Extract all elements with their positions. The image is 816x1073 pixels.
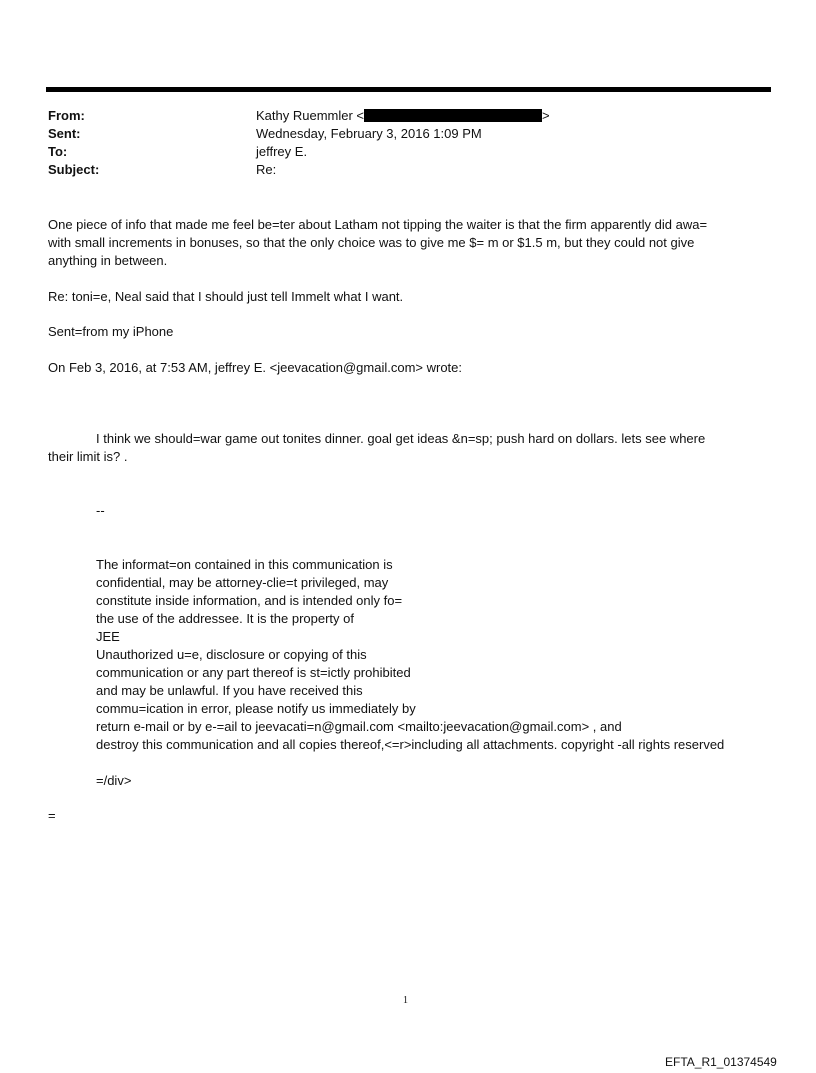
from-name: Kathy Ruemmler < — [256, 108, 365, 123]
body-line: One piece of info that made me feel be=ter about Latham not tipping the waiter is that the firm apparently did awa= — [48, 217, 708, 232]
disclaimer-line: constitute inside information, and is intended only fo= — [96, 593, 403, 608]
disclaimer-line: commu=ication in error, please notify us immediately by — [96, 701, 416, 716]
disclaimer-line: destroy this communication and all copies thereof,<=r>including all attachments. copyright -all rights reserved — [96, 737, 725, 752]
page-number: 1 — [403, 995, 408, 1006]
disclaimer-line: return e-mail or by e-=ail to jeevacati=n@gmail.com <mailto:jeevacation@gmail.com> , and — [96, 719, 622, 734]
from-value — [256, 107, 550, 125]
disclaimer-line: JEE — [96, 629, 120, 644]
disclaimer-line: communication or any part thereof is st=ictly prohibited — [96, 665, 411, 680]
sent-label: Sent: — [48, 126, 81, 141]
trailing-equals: = — [48, 808, 56, 823]
disclaimer-line: the use of the addressee. It is the property of — [96, 611, 354, 626]
disclaimer-line: and may be unlawful. If you have received this — [96, 683, 363, 698]
from-suffix: > — [542, 108, 550, 123]
from-label: From: — [48, 108, 85, 123]
to-label: To: — [48, 144, 68, 159]
reply-attribution: On Feb 3, 2016, at 7:53 AM, jeffrey E. <jeevacation@gmail.com> wrote: — [48, 360, 463, 375]
sent-from-line: Sent=from my iPhone — [48, 324, 174, 339]
disclaimer-line: Unauthorized u=e, disclosure or copying of this — [96, 647, 367, 662]
header-rule — [46, 87, 771, 92]
to-value: jeffrey E. — [256, 144, 308, 159]
signature-separator: -- — [96, 503, 105, 518]
quoted-line: their limit is? . — [48, 449, 128, 464]
document-id: EFTA_R1_01374549 — [665, 1055, 777, 1069]
disclaimer-line: confidential, may be attorney-clie=t privileged, may — [96, 575, 389, 590]
sent-value: Wednesday, February 3, 2016 1:09 PM — [256, 126, 482, 141]
body-line: with small increments in bonuses, so that the only choice was to give me $= m or $1.5 m, but they could not give — [48, 235, 695, 250]
subject-label: Subject: — [48, 162, 100, 177]
body-line: Re: toni=e, Neal said that I should just tell Immelt what I want. — [48, 289, 404, 304]
quoted-line: I think we should=war game out tonites dinner. goal get ideas &n=sp; push hard on dollars. lets see where — [96, 431, 706, 446]
redaction-bar — [364, 109, 542, 122]
body-line: anything in between. — [48, 253, 168, 268]
disclaimer-line: The informat=on contained in this communication is — [96, 557, 393, 572]
subject-value: Re: — [256, 162, 277, 177]
div-close-text: =/div> — [96, 773, 132, 788]
